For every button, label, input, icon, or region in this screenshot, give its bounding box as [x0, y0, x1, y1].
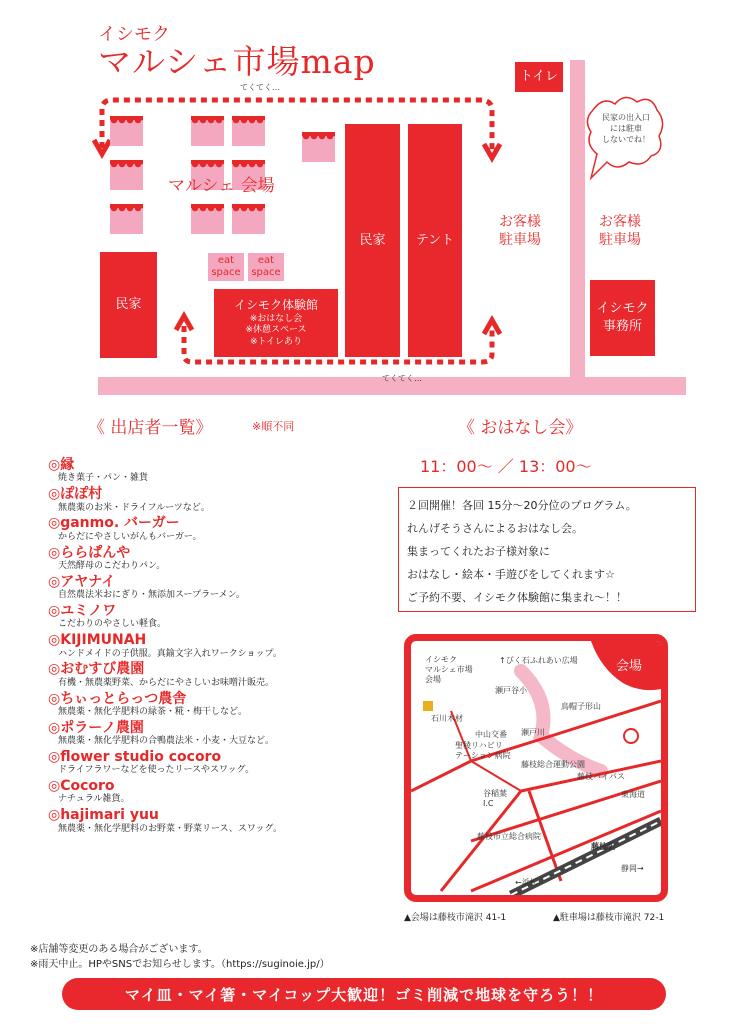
vendor-name: ◎KIJIMUNAH: [48, 632, 147, 649]
vendor-name: ◎Cocoro: [48, 778, 115, 795]
office-building: イシモク 事務所: [590, 280, 655, 356]
map-place: ↑びく石ふれあい広場: [499, 656, 578, 665]
vendor-name: ◎アヤナイ: [48, 573, 116, 590]
parking-label-1: お客様 駐車場: [499, 214, 541, 249]
ohanashi-line: ご予約不要、イシモク体験館に集まれ～！！: [407, 591, 627, 604]
tekuteku-top: てくてく…: [240, 83, 280, 92]
venue-label: 会場: [616, 659, 643, 674]
vendors-note: ※順不同: [252, 420, 295, 433]
parking-label-2: お客様 駐車場: [599, 214, 641, 249]
vendor-item: [48, 604, 378, 630]
note-1: ※店舗等変更のある場合がございます。: [30, 944, 208, 955]
vendor-item: [48, 487, 378, 513]
map-place: 静岡→: [621, 864, 644, 873]
vendor-item: [48, 662, 378, 688]
vendor-item: [48, 750, 378, 776]
map-place: 聖稜リハビリ テーション病院: [455, 741, 511, 760]
vendors-title: 《 出店者一覧》: [88, 418, 213, 438]
page-title: マルシェ市場map: [98, 42, 376, 81]
toilet-building: トイレ: [515, 62, 563, 92]
map-place: 谷稲葉 I.C: [483, 789, 507, 808]
vendor-name: ◎ポラーノ農園: [48, 719, 144, 736]
speech-bubble-text: 民家の出入口 には駐車 しないでね！: [602, 113, 650, 144]
ohanashi-info-box: [398, 487, 696, 612]
vendor-item: [48, 721, 378, 747]
map-place: 鳥帽子形山: [561, 702, 601, 711]
home-icon: [423, 701, 433, 711]
title-sub: イシモク: [98, 24, 170, 45]
vendor-name: ◎ぽぽ村: [48, 486, 103, 503]
vendor-item: [48, 575, 378, 601]
note-2: ※雨天中止。HPやSNSでお知らせします。（https://suginoie.jp/）: [30, 959, 330, 970]
stall: [191, 116, 224, 146]
eat-space-1: eat space: [208, 253, 244, 281]
stall: [232, 116, 265, 146]
vendor-name: ◎ちぃっとらっつ農舎: [48, 690, 187, 707]
vendor-desc: 無農薬のお米・ドライフルーツなど。: [58, 502, 210, 513]
vendor-item: [48, 779, 378, 805]
map-place: 中山交番: [475, 730, 507, 739]
vendor-item: [48, 516, 378, 542]
tent: テント: [408, 124, 462, 357]
vendor-name: ◎ganmo. バーガー: [48, 515, 180, 532]
vendor-desc: 天然酵母のこだわりパン。: [58, 560, 166, 571]
vendor-name: ◎おむすび農園: [48, 661, 145, 678]
map-place: ←浜松: [515, 878, 538, 887]
vendor-name: ◎hajimari yuu: [48, 807, 159, 824]
vendor-item: [48, 546, 378, 572]
stall: [110, 160, 143, 190]
stall: [302, 132, 335, 162]
ohanashi-title: 《 おはなし会》: [458, 418, 583, 438]
ohanashi-times: 11：00～ ／ 13：00～: [420, 457, 592, 476]
vendor-desc: こだわりのやさしい軽食。: [58, 619, 167, 630]
map-place: 藤枝バイパス: [577, 772, 625, 781]
vendor-name: ◎ららぱんや: [48, 544, 131, 561]
vendor-desc: ハンドメイドの子供服。真鍮文字入れワークショップ。: [58, 648, 282, 659]
vendor-desc: 自然農法米おにぎり・無添加スープラーメン。: [58, 590, 245, 601]
vendor-item: [48, 633, 378, 659]
ohanashi-line: ２回開催！各回 15分～20分位のプログラム。: [407, 499, 637, 512]
vendor-desc: からだにやさしいがんもバーガー。: [58, 531, 202, 542]
vendor-desc: ナチュラル雑貨。: [58, 794, 130, 805]
ohanashi-line: 集まってくれたお子様対象に: [407, 545, 550, 558]
vendor-item: [48, 692, 378, 718]
stall: [110, 204, 143, 234]
taikenkan-line: ※トイレあり: [249, 336, 303, 347]
map-place: 藤枝市立総合病院: [477, 832, 541, 841]
vendor-name: ◎flower studio cocoro: [48, 748, 222, 765]
taikenkan-title: イシモク体験館: [233, 298, 318, 313]
eat-space-2: eat space: [248, 253, 284, 281]
vendor-item: [48, 458, 378, 484]
map-place: 石川木材: [431, 714, 463, 723]
vendor-desc: 有機・無農薬野菜、からだにやさしいお味噌汁販売。: [58, 677, 275, 688]
vendor-desc: 焼き菓子・パン・雑貨: [58, 473, 149, 484]
access-map: [404, 634, 668, 902]
map-place: 瀬戸谷小: [495, 686, 527, 695]
minka-left: 民家: [100, 252, 157, 358]
parking-address: ▲駐車場は藤枝市滝沢 72-1: [553, 913, 665, 923]
taikenkan-line: ※休憩スペース: [245, 325, 307, 336]
vendor-list: [48, 458, 378, 837]
venue-address: ▲会場は藤枝市滝沢 41-1: [404, 913, 507, 923]
map-place: 瀬戸川: [521, 728, 545, 737]
map-place: 藤枝総合運動公園: [521, 760, 585, 769]
taikenkan-line: ※おはなし会: [249, 313, 303, 324]
vendor-desc: 無農薬・無化学肥料の合鴨農法米・小麦・大豆など。: [58, 736, 275, 747]
vendor-desc: ドライフラワーなどを使ったリースやスワッグ。: [58, 765, 255, 776]
map-place: 藤枝駅: [591, 842, 615, 851]
ohanashi-line: れんげそうさんによるおはなし会。: [407, 522, 583, 535]
vendor-desc: 無農薬・無化学肥料の緑茶・糀・梅干しなど。: [58, 706, 248, 717]
vendor-item: [48, 808, 378, 834]
tekuteku-bottom: てくてく…: [382, 374, 422, 383]
footer-banner: マイ皿・マイ箸・マイコップ大歓迎！ゴミ削減で地球を守ろう！！: [62, 978, 666, 1010]
vendor-name: ◎ユミノワ: [48, 602, 117, 619]
vendor-name: ◎縁: [48, 457, 75, 473]
marche-map-label: イシモク マルシェ市場 会場: [425, 655, 473, 684]
vendor-desc: 無農薬・無化学肥料のお野菜・野菜リース、スワッグ。: [58, 823, 283, 834]
stall: [191, 204, 224, 234]
minka-center: 民家: [345, 124, 400, 357]
ohanashi-line: おはなし・絵本・手遊びをしてくれます☆: [407, 568, 615, 581]
marche-area-label: マルシェ 会場: [168, 176, 275, 196]
map-place: 東海道: [621, 790, 645, 799]
taikenkan-building: [214, 289, 338, 357]
stall: [232, 204, 265, 234]
stall: [110, 116, 143, 146]
